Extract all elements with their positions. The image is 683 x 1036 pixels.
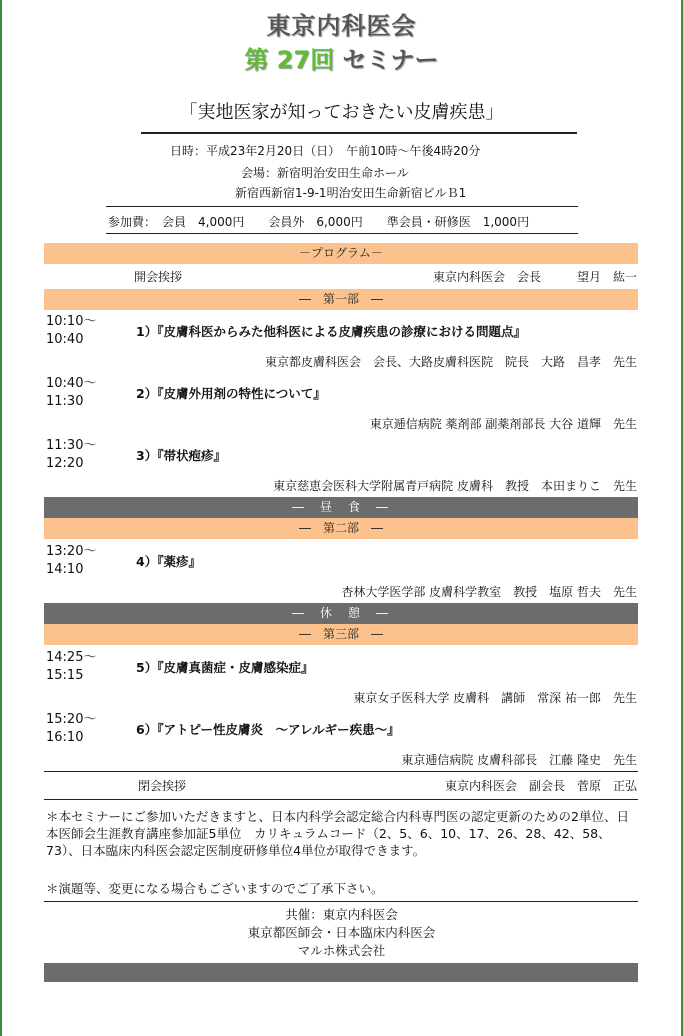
participation-fees: 参加費： 会員 4,000円 会員外 6,000円 準会員・研修医 1,000円 <box>108 215 530 229</box>
seminar-title <box>0 40 683 75</box>
venue: 会場：新宿明治安田生命ホール <box>241 166 409 180</box>
opening-speaker: 東京内科医会 会長 望月 紘一 <box>432 270 637 284</box>
subtitle-rule <box>141 132 577 134</box>
time-end: 11:30 <box>46 394 84 409</box>
seminar-subtitle: 「実地医家が知っておきたい皮膚疾患」 <box>179 102 504 123</box>
talk-title: 2）『皮膚外用剤の特性について』 <box>136 386 326 401</box>
time-start: 11:30〜 <box>46 438 97 453</box>
talk-time <box>46 313 96 349</box>
time-start: 13:20〜 <box>46 544 97 559</box>
talk-time <box>46 375 96 411</box>
left-border <box>0 0 2 1036</box>
time-end: 15:15 <box>46 668 84 683</box>
time-end: 14:10 <box>46 562 84 577</box>
talk-title: 1）『皮膚科医からみた他科医による皮膚疾患の診療における問題点』 <box>136 324 526 339</box>
talk-title: 4）『薬疹』 <box>136 554 201 569</box>
part2-band: ― 第二部 ― <box>44 518 638 539</box>
change-note: ＊演題等、変更になる場合もございますのでご了承下さい。 <box>46 881 384 896</box>
talk-speaker: 東京都皮膚科医会 会長、大路皮膚科医院 院長 大路 昌孝 先生 <box>264 355 637 369</box>
notes-top-rule <box>44 799 638 800</box>
fee-bottom-rule <box>106 233 578 234</box>
fee-top-rule <box>106 206 578 207</box>
talk-speaker: 東京逓信病院 薬剤部 副薬剤部長 大谷 道輝 先生 <box>369 417 637 431</box>
time-start: 10:10〜 <box>46 314 97 329</box>
sponsor-top-rule <box>44 901 638 902</box>
time-start: 15:20〜 <box>46 712 97 727</box>
sponsor-line: マルホ株式会社 <box>297 943 386 958</box>
time-start: 14:25〜 <box>46 650 97 665</box>
closing-speaker: 東京内科医会 副会長 菅原 正弘 <box>444 779 637 793</box>
break-band: ― 休 憩 ― <box>44 603 638 624</box>
seminar-number: 第 27回 <box>244 46 335 74</box>
datetime: 日時：平成23年2月20日（日） 午前10時〜午後4時20分 <box>170 144 481 158</box>
time-end: 12:20 <box>46 456 84 471</box>
time-end: 16:10 <box>46 730 84 745</box>
lunch-band: ― 昼 食 ― <box>44 497 638 518</box>
venue-address: 新宿西新宿1-9-1明治安田生命新宿ビルＢ1 <box>235 186 467 200</box>
time-start: 10:40〜 <box>46 376 97 391</box>
talk-time <box>46 711 96 747</box>
time-end: 10:40 <box>46 332 84 347</box>
seminar-word: セミナー <box>334 46 439 74</box>
talk-title: 3）『帯状疱疹』 <box>136 448 226 463</box>
part1-band: ― 第一部 ― <box>44 289 638 310</box>
sponsor-line: 東京都医師会・日本臨床内科医会 <box>247 925 436 940</box>
talk-time <box>46 543 96 579</box>
talk-title: 6）『アトピー性皮膚炎 〜アレルギー疾患〜』 <box>136 722 400 737</box>
closing-rule <box>44 771 638 772</box>
program-header: －プログラム－ <box>44 243 638 264</box>
talk-time <box>46 437 96 473</box>
footer-band <box>44 963 638 982</box>
part3-band: ― 第三部 ― <box>44 624 638 645</box>
talk-speaker: 東京逓信病院 皮膚科部長 江藤 隆史 先生 <box>401 753 637 767</box>
organizer-title: 東京内科医会 <box>266 11 417 40</box>
credit-note: ＊本セミナーにご参加いただきますと、日本内科学会認定総合内科専門医の認定更新のための2単位、日本医師会生涯教育講座参加証5単位 カリキュラムコード（2、5、6、10、17、26、28、42、58、73）、日本臨床内科医会認定医制度研修単位4単位が取得できます。 <box>46 809 629 858</box>
opening-label: 開会挨拶 <box>134 270 183 284</box>
talk-speaker: 東京慈恵会医科大学附属青戸病院 皮膚科 教授 本田まりこ 先生 <box>273 479 637 493</box>
closing-label: 閉会挨拶 <box>138 779 187 793</box>
talk-speaker: 杏林大学医学部 皮膚科学教室 教授 塩原 哲夫 先生 <box>341 585 637 599</box>
talk-time <box>46 649 96 685</box>
talk-title: 5）『皮膚真菌症・皮膚感染症』 <box>136 660 314 675</box>
talk-speaker: 東京女子医科大学 皮膚科 講師 常深 祐一郎 先生 <box>353 691 637 705</box>
sponsor-line: 共催：東京内科医会 <box>285 907 398 922</box>
